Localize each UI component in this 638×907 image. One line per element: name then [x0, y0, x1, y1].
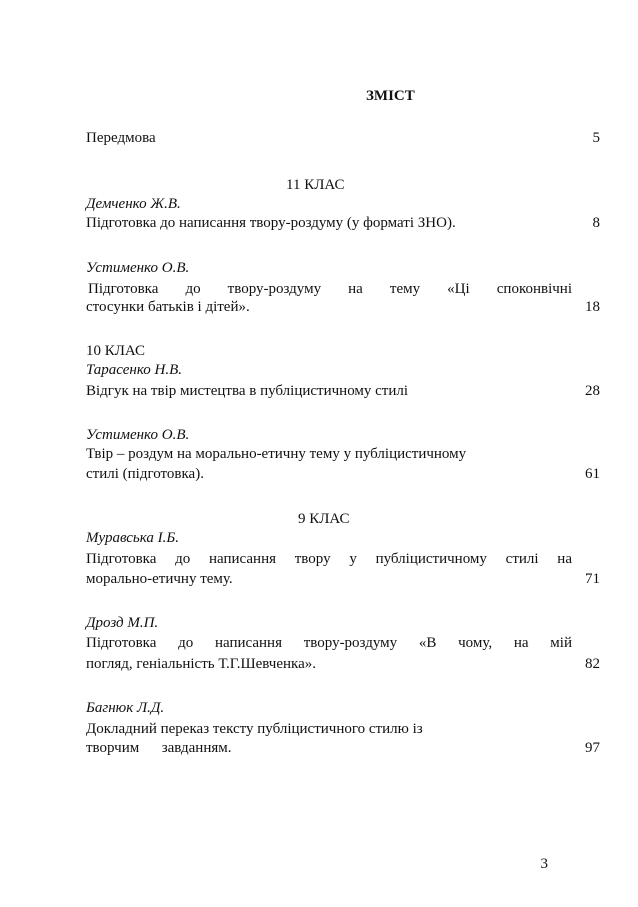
entry-title-line: Докладний переказ тексту публіцистичного стилю із [86, 721, 423, 737]
entry-author: Багнюк Л.Д. [86, 700, 165, 716]
preface-page: 5 [592, 130, 600, 146]
grade-10-header: 10 КЛАС [86, 343, 146, 359]
entry-page: 71 [585, 571, 600, 587]
entry-author: Тарасенко Н.В. [86, 362, 183, 378]
page-number: 3 [540, 856, 548, 872]
entry-author: Устименко О.В. [86, 260, 190, 276]
entry-title-line: морально-етичну тему. [86, 571, 233, 587]
entry-title-line: Відгук на твір мистецтва в публіцистичному стилі [86, 383, 409, 399]
entry-title-line: Підготовка до написання твору у публіцистичному стилі на [86, 551, 572, 567]
entry-page: 61 [585, 466, 600, 482]
entry-title-line: стилі (підготовка). [86, 466, 204, 482]
entry-title-line: творчим завданням. [86, 740, 232, 756]
entry-title-line: стосунки батьків і дітей». [86, 299, 250, 315]
entry-title-line: Підготовка до написання твору-роздуму «В чому, на мій [86, 635, 572, 651]
entry-title-line: Підготовка до написання твору-роздуму (у форматі ЗНО). [86, 215, 456, 231]
page-title: ЗМІСТ [366, 88, 415, 104]
preface-label: Передмова [86, 130, 156, 146]
grade-11-header: 11 КЛАС [286, 177, 345, 193]
entry-page: 82 [585, 656, 600, 672]
entry-title-line: погляд, геніальність Т.Г.Шевченка». [86, 656, 316, 672]
entry-author: Устименко О.В. [86, 427, 190, 443]
grade-9-header: 9 КЛАС [298, 511, 350, 527]
entry-page: 28 [585, 383, 600, 399]
entry-title-line: Твір – роздум на морально-етичну тему у публіцистичному [86, 446, 467, 462]
entry-title-line: Підготовка до твору-роздуму на тему «Ці споконвічні [88, 281, 572, 297]
entry-page: 8 [592, 215, 600, 231]
entry-page: 97 [585, 740, 600, 756]
entry-author: Муравська І.Б. [86, 530, 179, 546]
entry-author: Дрозд М.П. [86, 615, 159, 631]
entry-page: 18 [585, 299, 600, 315]
entry-author: Демченко Ж.В. [86, 196, 181, 212]
